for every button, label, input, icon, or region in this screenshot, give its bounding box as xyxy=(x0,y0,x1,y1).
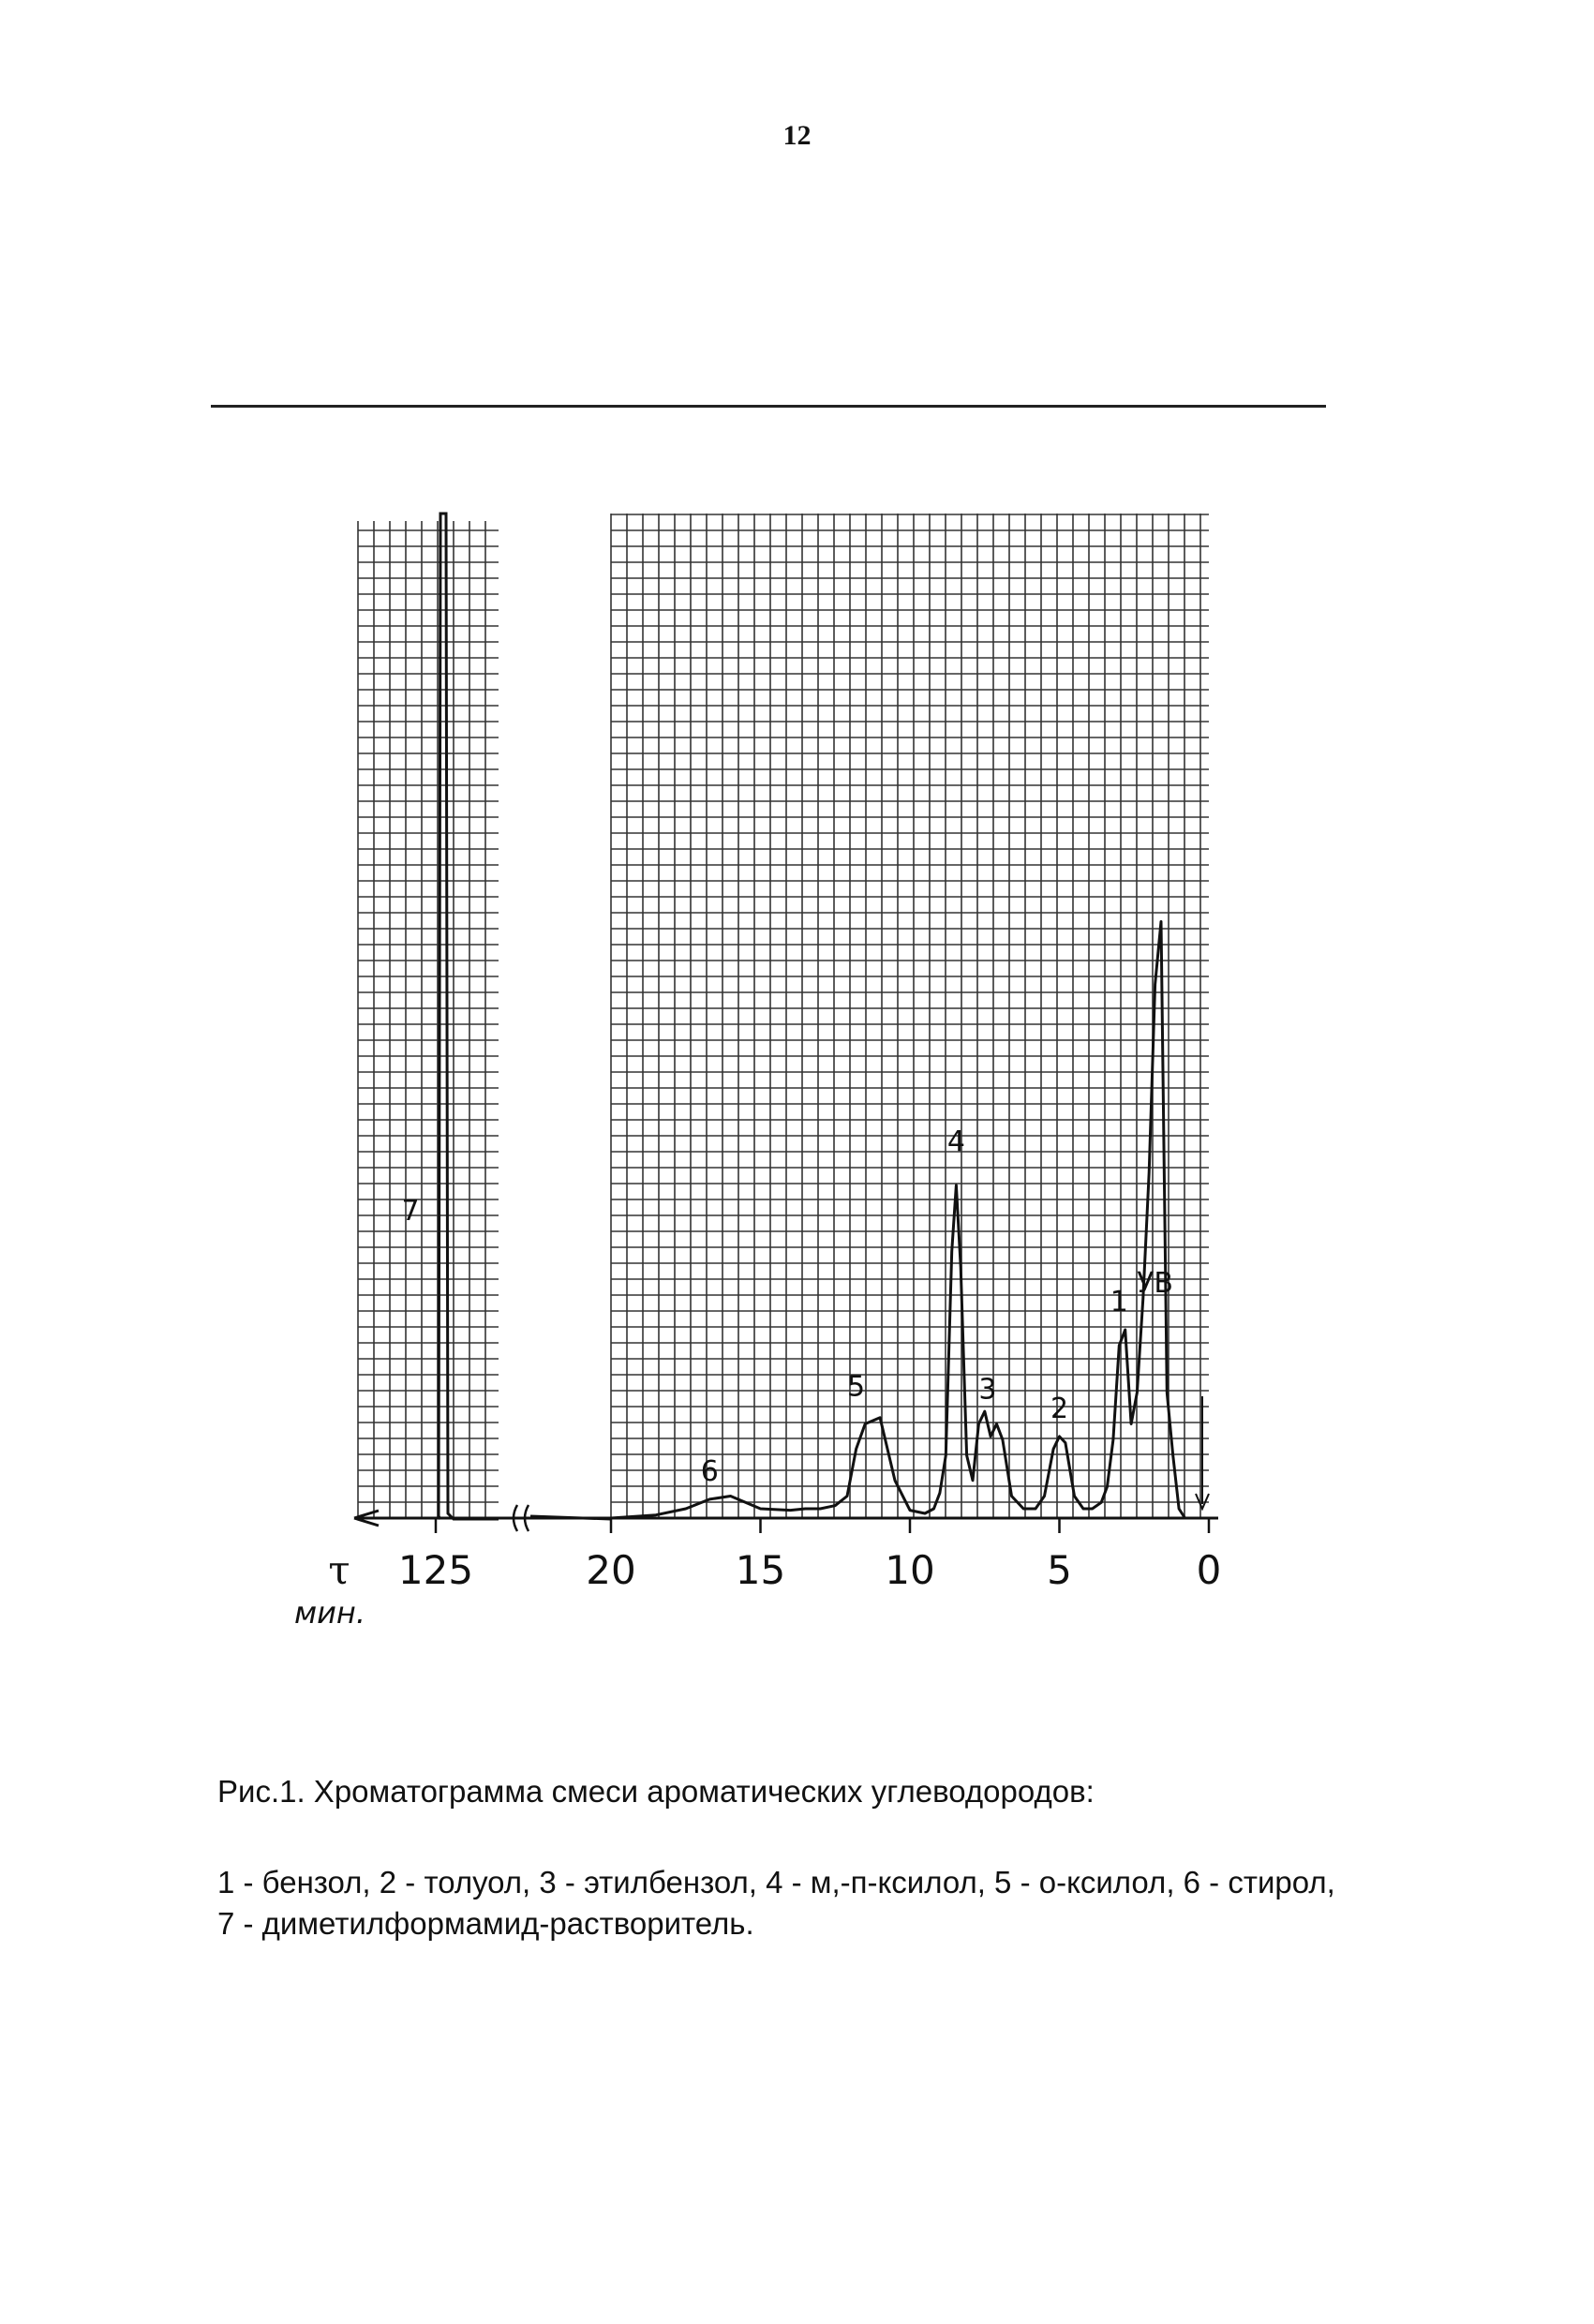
x-tick-label: 20 xyxy=(586,1547,636,1593)
figure-caption-legend xyxy=(217,1862,1454,1944)
peak-label: УВ xyxy=(1137,1266,1174,1300)
chromatogram-curves xyxy=(439,514,1209,1519)
figure-caption-title: Рис.1. Хроматограмма смеси ароматических углеводородов: xyxy=(217,1774,1095,1809)
page-number: 12 xyxy=(782,120,812,151)
peak-label: 4 xyxy=(946,1125,965,1159)
x-tick-label: 5 xyxy=(1047,1547,1072,1593)
peak-label: 7 xyxy=(401,1194,420,1228)
peak-label: 6 xyxy=(700,1454,719,1488)
legend-line: 7 - диметилформамид-растворитель. xyxy=(217,1906,754,1941)
x-tick-label: 0 xyxy=(1196,1547,1222,1593)
x-axis-symbol: τ xyxy=(328,1547,350,1593)
solvent-peak-curve xyxy=(439,514,499,1519)
chromatogram-curve xyxy=(611,922,1209,1519)
x-axis-unit: мин. xyxy=(293,1595,366,1631)
x-tick-label: 10 xyxy=(885,1547,935,1593)
legend-line: 1 - бензол, 2 - толуол, 3 - этилбензол, 4 - м,-п-ксилол, 5 - о-ксилол, 6 - стирол, xyxy=(217,1865,1335,1899)
x-tick-labels xyxy=(294,1547,1221,1631)
peak-label: 1 xyxy=(1110,1285,1128,1318)
peak-label: 5 xyxy=(847,1370,866,1404)
x-tick-label: 125 xyxy=(397,1547,474,1593)
solvent-grid xyxy=(358,521,499,1518)
peak-label: 2 xyxy=(1050,1392,1069,1425)
peak-label: 3 xyxy=(978,1373,997,1407)
x-tick-label: 15 xyxy=(735,1547,786,1593)
